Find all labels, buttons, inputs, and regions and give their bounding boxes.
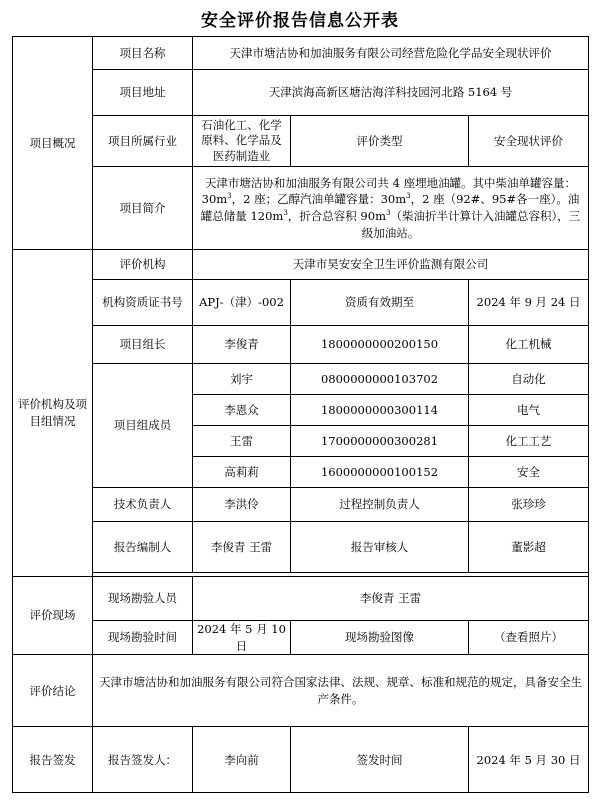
- org-label: 评价机构: [93, 250, 193, 280]
- reviewer-value: 董影超: [469, 522, 589, 573]
- site-staff-value: 李俊青 王雷: [193, 577, 589, 621]
- industry-label: 项目所属行业: [93, 116, 193, 167]
- leader-major: 化工机械: [469, 326, 589, 364]
- member-id: 1800000000300114: [291, 395, 469, 426]
- writer-value: 李俊青 王雷: [193, 522, 291, 573]
- tech-lead-label: 技术负责人: [93, 488, 193, 522]
- page-title: 安全评价报告信息公开表: [201, 11, 399, 31]
- signer-value: 李向前: [193, 727, 291, 793]
- signer-label: 报告签发人：: [93, 727, 193, 793]
- leader-label: 项目组长: [93, 326, 193, 364]
- project-name-label: 项目名称: [93, 37, 193, 70]
- member-name: 刘宇: [193, 364, 291, 395]
- eval-type-value: 安全现状评价: [469, 116, 589, 167]
- table-row: [13, 488, 589, 522]
- table-row: [13, 522, 589, 573]
- site-image-link[interactable]: （查看照片）: [469, 621, 589, 655]
- site-section-label: 评价现场: [13, 577, 93, 655]
- site-staff-label: 现场勘验人员: [93, 577, 193, 621]
- reviewer-label: 报告审核人: [291, 522, 469, 573]
- tech-lead-value: 李洪伶: [193, 488, 291, 522]
- member-major: 化工工艺: [469, 426, 589, 457]
- eval-type-label: 评价类型: [291, 116, 469, 167]
- member-major: 安全: [469, 457, 589, 488]
- member-major: 自动化: [469, 364, 589, 395]
- cert-value: APJ-（津）-002: [193, 280, 291, 326]
- leader-id: 1800000000200150: [291, 326, 469, 364]
- member-id: 1700000000300281: [291, 426, 469, 457]
- table-row: [13, 655, 589, 727]
- table-row: [13, 280, 589, 326]
- org-section-label: 评价机构及项目组情况: [13, 250, 93, 577]
- table-row: [13, 167, 589, 250]
- intro-label: 项目简介: [93, 167, 193, 250]
- writer-label: 报告编制人: [93, 522, 193, 573]
- site-time-label: 现场勘验时间: [93, 621, 193, 655]
- table-row: [13, 116, 589, 167]
- conclusion-section-label: 评价结论: [13, 655, 93, 727]
- intro-value: 天津市塘沽协和加油服务有限公司共 4 座埋地油罐。其中柴油单罐容量：$30m^3$，2 座；乙醇汽油单罐容量：$30m^3$，2 座（92#、95#各一座）。油罐总储量 $120m^3$，折合总容积 $90m^3$（柴油折半计算计入油罐总容积），三级加油站。: [193, 167, 589, 250]
- member-id: 1600000000100152: [291, 457, 469, 488]
- table-row: [13, 250, 589, 280]
- site-time-value: 2024 年 5 月 10 日: [193, 621, 291, 655]
- process-lead-label: 过程控制负责人: [291, 488, 469, 522]
- overview-section-label: 项目概况: [13, 37, 93, 250]
- project-address-value: 天津滨海高新区塘沽海洋科技园河北路 5164 号: [193, 70, 589, 116]
- info-table: [12, 36, 589, 793]
- member-name: 王雷: [193, 426, 291, 457]
- issue-time-label: 签发时间: [291, 727, 469, 793]
- member-name: 李恩众: [193, 395, 291, 426]
- table-row: [13, 727, 589, 793]
- table-row: [13, 37, 589, 70]
- validity-value: 2024 年 9 月 24 日: [469, 280, 589, 326]
- industry-value: 石油化工、化学原料、化学品及医药制造业: [193, 116, 291, 167]
- table-row: [13, 364, 589, 395]
- cert-label: 机构资质证书号: [93, 280, 193, 326]
- project-name-value: 天津市塘沽协和加油服务有限公司经营危险化学品安全现状评价: [193, 37, 589, 70]
- conclusion-value: 天津市塘沽协和加油服务有限公司符合国家法律、法规、规章、标准和规范的规定，具备安全生产条件。: [93, 655, 589, 727]
- member-id: 0800000000103702: [291, 364, 469, 395]
- member-major: 电气: [469, 395, 589, 426]
- table-row: [13, 70, 589, 116]
- process-lead-value: 张珍珍: [469, 488, 589, 522]
- table-row: [13, 577, 589, 621]
- validity-label: 资质有效期至: [291, 280, 469, 326]
- table-row: [13, 326, 589, 364]
- issue-section-label: 报告签发: [13, 727, 93, 793]
- project-address-label: 项目地址: [93, 70, 193, 116]
- member-name: 高莉莉: [193, 457, 291, 488]
- site-image-label: 现场勘验图像: [291, 621, 469, 655]
- members-label: 项目组成员: [93, 364, 193, 488]
- org-value: 天津市昊安安全卫生评价监测有限公司: [193, 250, 589, 280]
- table-row: [13, 621, 589, 655]
- leader-name: 李俊青: [193, 326, 291, 364]
- issue-time-value: 2024 年 5 月 30 日: [469, 727, 589, 793]
